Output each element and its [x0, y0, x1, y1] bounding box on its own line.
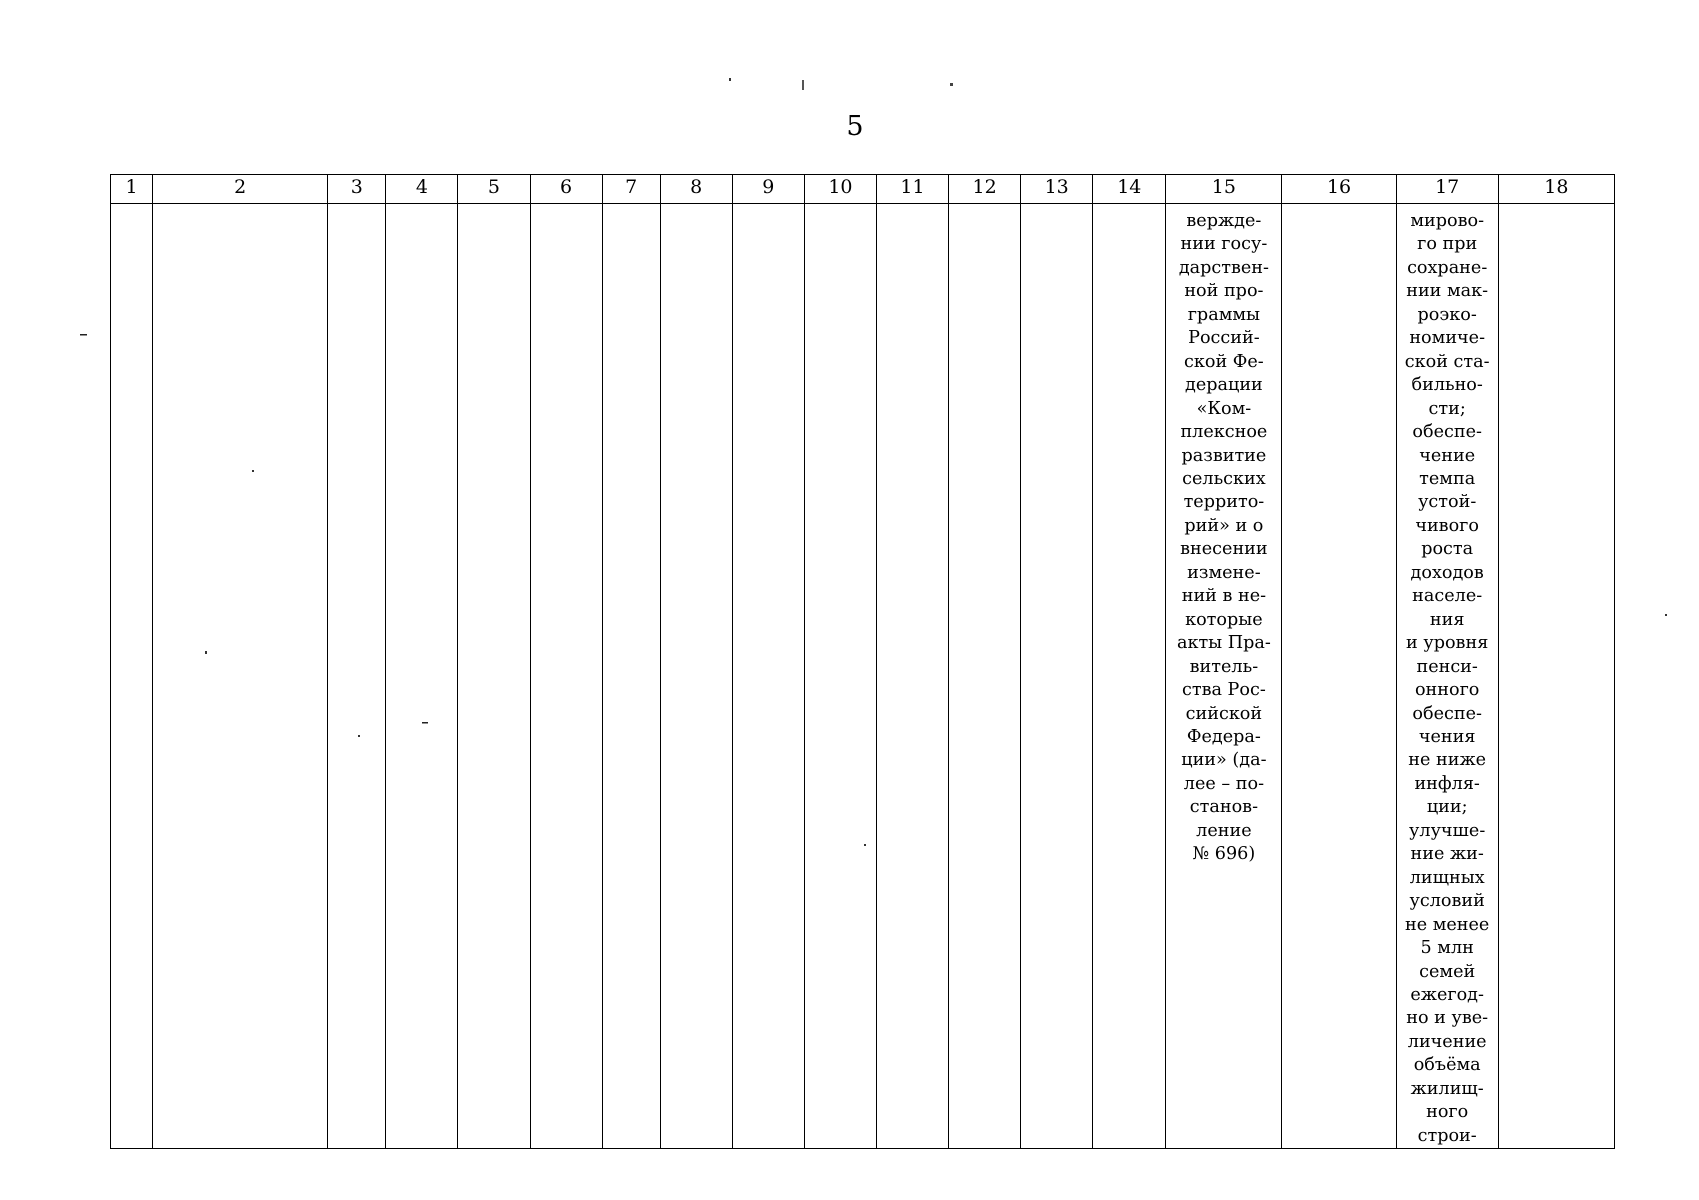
col17-text-line: номиче- — [1409, 328, 1486, 349]
cell-col-2 — [153, 204, 328, 1149]
column-header-7: 7 — [602, 175, 660, 204]
column-header-15: 15 — [1166, 175, 1282, 204]
col17-text-line: чение — [1419, 445, 1476, 466]
col17-text-line: жилищ- — [1410, 1078, 1484, 1099]
col17-text-line: инфля- — [1414, 773, 1480, 794]
cell-col-13 — [1021, 204, 1093, 1149]
column-header-11: 11 — [876, 175, 948, 204]
col17-text-line: ние жи- — [1410, 844, 1484, 865]
col15-text-line: ции» (да- — [1181, 750, 1267, 771]
col15-text-line: сельских — [1182, 468, 1266, 489]
column-header-18: 18 — [1498, 175, 1614, 204]
cell-col-4 — [386, 204, 458, 1149]
col17-text-line: ния — [1429, 609, 1465, 630]
cell-col-7 — [602, 204, 660, 1149]
col17-text-line: мирово- — [1410, 211, 1485, 231]
cell-col-17 — [1396, 204, 1498, 1149]
col15-text-line: ний в не- — [1181, 586, 1267, 607]
col15-text-line: которые — [1185, 609, 1263, 630]
col17-text-line: ного — [1426, 1102, 1469, 1123]
col15-text-line: дарствен- — [1178, 257, 1269, 278]
col17-text-line: сохране- — [1407, 257, 1488, 278]
col17-text-line: устой- — [1418, 492, 1477, 513]
col15-text-line: дерации — [1185, 375, 1263, 396]
col17-text-line: пенси- — [1416, 656, 1478, 677]
cell-col-8 — [660, 204, 732, 1149]
column-header-12: 12 — [949, 175, 1021, 204]
col17-text-line: ции; — [1426, 797, 1468, 818]
cell-col-10 — [804, 204, 876, 1149]
col17-text-line: доходов — [1410, 562, 1484, 583]
col17-text-line: роэко- — [1417, 304, 1477, 325]
col15-text-line: внесении — [1180, 539, 1268, 560]
col15-text-line: плексное — [1180, 422, 1268, 443]
cell-col-5 — [458, 204, 530, 1149]
col17-text-line: условий — [1409, 891, 1485, 912]
cell-col-1 — [111, 204, 153, 1149]
col17-text-line: бильно- — [1411, 375, 1483, 396]
col15-text-line: № 696) — [1192, 844, 1256, 865]
col17-text — [1397, 204, 1498, 1148]
column-header-2: 2 — [153, 175, 328, 204]
col17-text-line: ской ста- — [1404, 351, 1490, 372]
col15-text-line: ление — [1196, 820, 1252, 841]
col15-text-line: акты Пра- — [1176, 633, 1271, 654]
col15-text-line: «Ком- — [1196, 398, 1252, 419]
col17-text-line: 5 млн — [1420, 938, 1474, 959]
col15-text-line: верждe- — [1186, 211, 1262, 231]
col17-text-line: не ниже — [1408, 750, 1487, 771]
col15-text-line: ной про- — [1184, 281, 1264, 302]
column-header-16: 16 — [1282, 175, 1396, 204]
column-header-3: 3 — [328, 175, 386, 204]
col17-text-line: чения — [1418, 726, 1476, 747]
col17-text-line: лищных — [1409, 867, 1485, 888]
col17-text-line: обеспе- — [1412, 703, 1482, 724]
col15-text-line: ской Фе- — [1184, 351, 1264, 372]
cell-col-6 — [530, 204, 602, 1149]
column-header-1: 1 — [111, 175, 153, 204]
col15-text-line: Россий- — [1188, 328, 1260, 349]
col17-text-line: ежегод- — [1410, 984, 1484, 1005]
cell-col-14 — [1093, 204, 1166, 1149]
cell-col-11 — [876, 204, 948, 1149]
col17-text-line: темпа — [1419, 468, 1476, 489]
col17-text-line: семей — [1419, 961, 1476, 982]
col17-text-line: обеспе- — [1412, 422, 1482, 443]
col17-text-line: но и уве- — [1406, 1008, 1489, 1029]
col15-text-line: террито- — [1183, 492, 1265, 513]
col15-text — [1166, 204, 1281, 867]
cell-col-18 — [1498, 204, 1614, 1149]
data-table — [110, 174, 1615, 1149]
col15-text-line: рий» и о — [1184, 515, 1264, 536]
col15-text-line: граммы — [1187, 304, 1261, 325]
col17-text-line: улучше- — [1409, 820, 1486, 841]
col17-text-line: онного — [1414, 680, 1480, 701]
col17-text-line: объёма — [1413, 1055, 1481, 1076]
column-header-6: 6 — [530, 175, 602, 204]
col15-text-line: Федера- — [1186, 726, 1261, 747]
cell-col-3 — [328, 204, 386, 1149]
page-number: 5 — [846, 111, 864, 142]
col17-text-line: строи- — [1417, 1125, 1477, 1146]
column-header-9: 9 — [732, 175, 804, 204]
col17-text-line: населе- — [1412, 586, 1483, 607]
cell-col-16 — [1282, 204, 1396, 1149]
col17-text-line: чивого — [1415, 515, 1479, 536]
column-header-14: 14 — [1093, 175, 1166, 204]
header-row — [111, 175, 1615, 204]
column-header-10: 10 — [804, 175, 876, 204]
column-header-5: 5 — [458, 175, 530, 204]
column-header-4: 4 — [386, 175, 458, 204]
column-header-13: 13 — [1021, 175, 1093, 204]
col15-text-line: сийской — [1185, 703, 1263, 724]
col17-text-line: и уровня — [1406, 633, 1489, 654]
col15-text-line: ства Рос- — [1181, 680, 1266, 701]
col15-text-line: станов- — [1189, 797, 1259, 818]
col15-text-line: измене- — [1187, 562, 1261, 583]
col15-text-line: развитие — [1181, 445, 1267, 466]
col17-text-line: го при — [1417, 234, 1478, 255]
col17-text-line: личение — [1407, 1031, 1487, 1052]
col15-text-line: витель- — [1189, 656, 1259, 677]
cell-col-9 — [732, 204, 804, 1149]
col15-text-line: нии госу- — [1180, 234, 1268, 255]
cell-col-15 — [1166, 204, 1282, 1149]
col15-text-line: лее – по- — [1183, 773, 1265, 794]
col17-text-line: сти; — [1428, 398, 1466, 419]
cell-col-12 — [949, 204, 1021, 1149]
table-row — [111, 204, 1615, 1149]
col17-text-line: не менее — [1404, 914, 1490, 935]
col17-text-line: роста — [1421, 539, 1474, 560]
column-header-8: 8 — [660, 175, 732, 204]
col17-text-line: нии мак- — [1406, 281, 1489, 302]
column-header-17: 17 — [1396, 175, 1498, 204]
